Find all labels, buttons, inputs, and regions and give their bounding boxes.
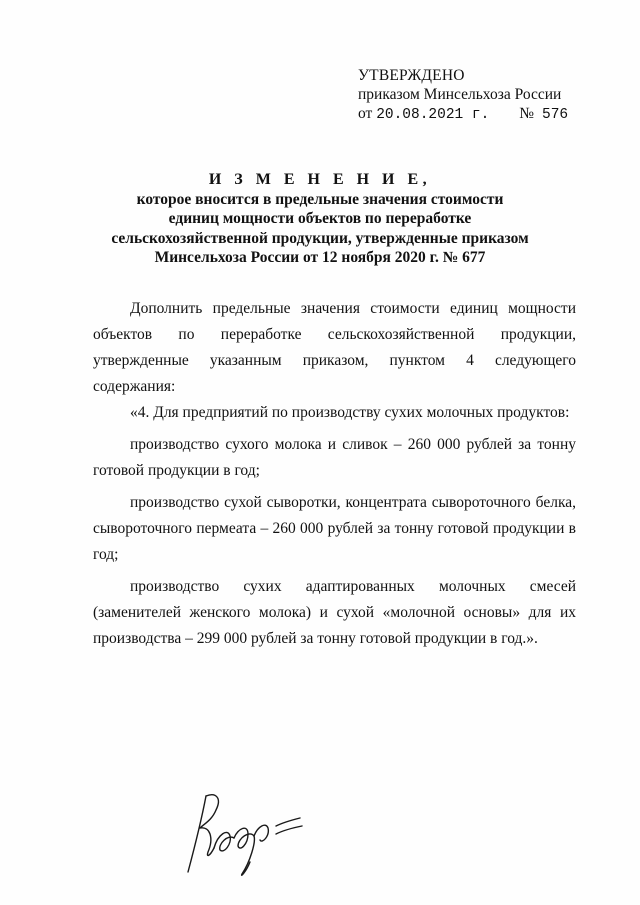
approval-date-prefix: от <box>358 105 373 122</box>
approval-by-order: приказом Минсельхоза России <box>358 86 562 103</box>
approval-number-sign: № <box>519 105 534 122</box>
heading-line: сельскохозяйственной продукции, утвержденные приказом <box>111 229 529 247</box>
approval-number: 576 <box>542 107 569 123</box>
approval-block <box>358 66 568 125</box>
approval-date-line <box>358 104 568 125</box>
heading-line: Минсельхоза России от 12 ноября 2020 г. № 677 <box>154 249 486 266</box>
document-heading <box>80 170 560 268</box>
body-paragraph: производство сухих адаптированных молочных смесей (заменителей женского молока) и сухой «молочной основы» для их производства – 299 000 рублей за тонну готовой продукции в год.». <box>93 578 576 647</box>
heading-word: И З М Е Н Е Н И Е, <box>208 171 432 188</box>
heading-line: которое вносится в предельные значения стоимости <box>136 190 504 208</box>
approval-date: 20.08.2021 г. <box>376 107 490 123</box>
body-paragraph: производство сухой сыворотки, концентрата сывороточного белка, сывороточного пермеата – 260 000 рублей за тонну готовой продукции в год; <box>93 494 576 563</box>
approval-title: УТВЕРЖДЕНО <box>358 67 465 84</box>
body-paragraph: «4. Для предприятий по производству сухих молочных продуктов: <box>130 404 570 421</box>
body-paragraph: Дополнить предельные значения стоимости единиц мощности объектов по переработке сельскохозяйственной продукции, утвержденные указанным приказом, пунктом 4 следующего содержания: <box>93 300 576 395</box>
document-body <box>93 296 576 652</box>
handwritten-signature-icon <box>176 782 316 882</box>
body-paragraph: производство сухого молока и сливок – 260 000 рублей за тонну готовой продукции в год; <box>93 436 576 479</box>
heading-line: единиц мощности объектов по переработке <box>168 210 472 227</box>
